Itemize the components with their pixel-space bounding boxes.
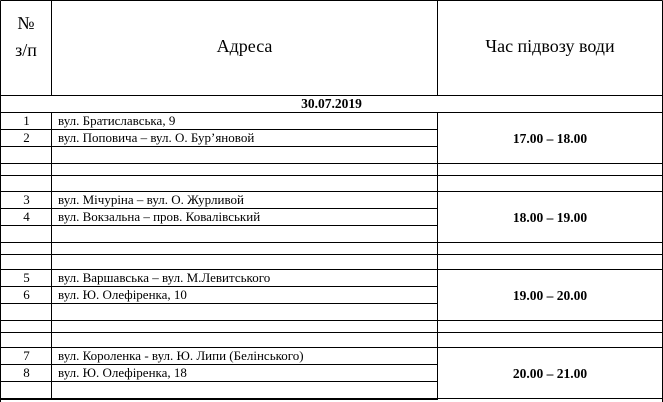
address-column-header: Адреса (216, 36, 273, 56)
row-number: 1 (23, 113, 30, 128)
date-row: 30.07.2019 (301, 96, 362, 111)
row-number: 6 (23, 287, 30, 302)
row-number: 3 (23, 192, 30, 207)
time-column-header: Час підвозу води (485, 36, 615, 56)
row-address: вул. Короленка - вул. Ю. Липи (Белінського) (58, 348, 304, 363)
row-address: вул. Братиславська, 9 (58, 113, 176, 128)
row-address: вул. Мічуріна – вул. О. Журливой (58, 192, 244, 207)
row-address: вул. Поповича – вул. О. Бур’яновой (58, 130, 255, 145)
row-address: вул. Ю. Олефіренка, 10 (58, 287, 187, 302)
time-slot: 17.00 – 18.00 (512, 131, 588, 146)
time-slot: 18.00 – 19.00 (512, 210, 588, 225)
row-address: вул. Варшавська – вул. М.Левитського (58, 270, 271, 285)
row-number: 2 (23, 130, 30, 145)
time-slot: 19.00 – 20.00 (512, 288, 588, 303)
row-address: вул. Ю. Олефіренка, 18 (58, 365, 187, 380)
row-number: 4 (23, 209, 30, 224)
row-number: 8 (23, 365, 30, 380)
number-header-line2: з/п (15, 40, 37, 60)
row-number: 5 (23, 270, 30, 285)
row-number: 7 (23, 348, 30, 363)
number-header-line1: № (17, 13, 35, 33)
row-address: вул. Вокзальна – пров. Ковалівський (58, 209, 261, 224)
time-slot: 20.00 – 21.00 (512, 366, 588, 381)
